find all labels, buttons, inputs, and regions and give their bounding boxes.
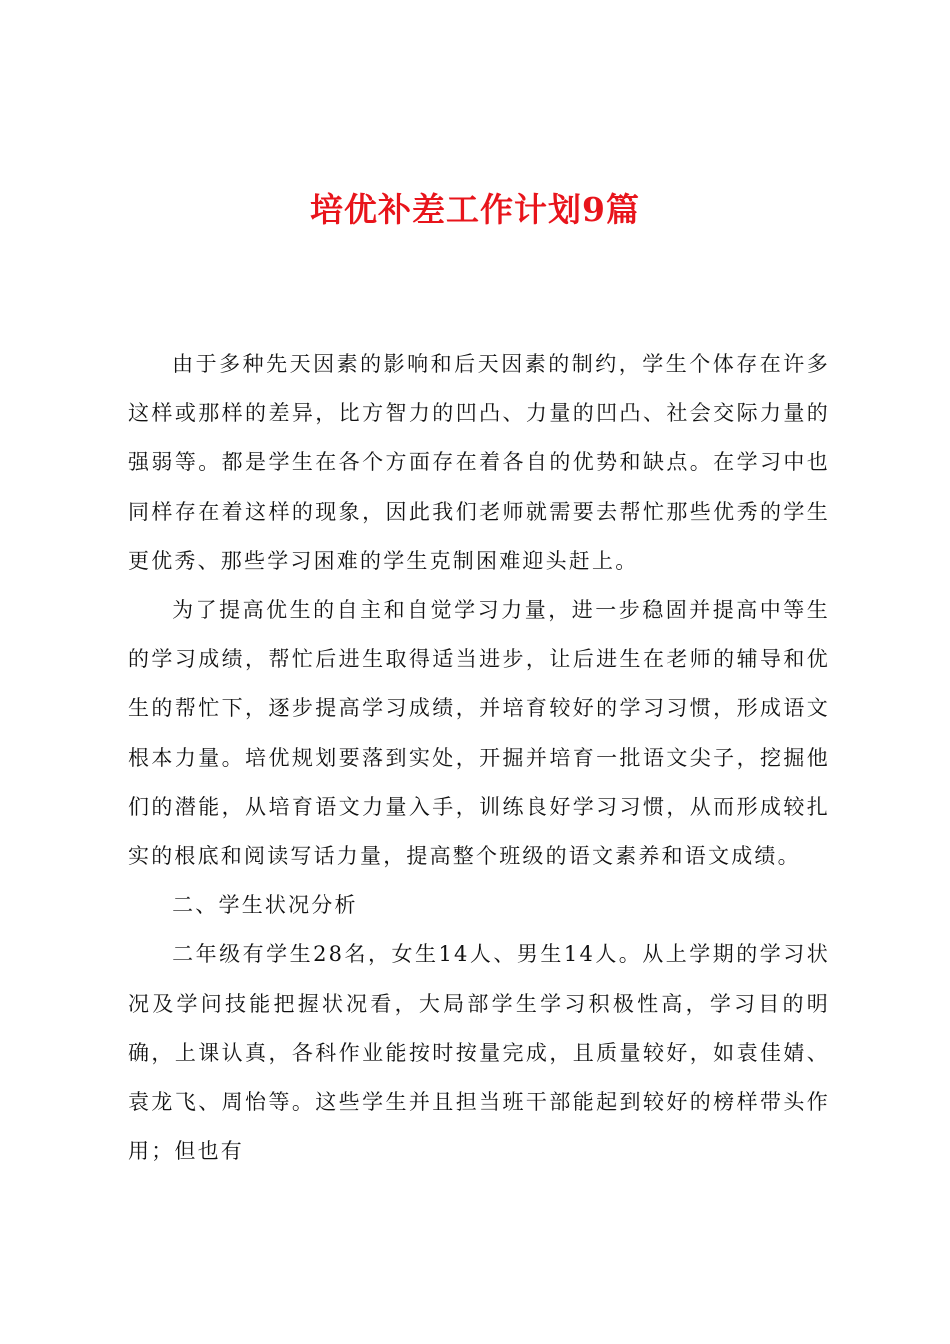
document-title: 培优补差工作计划9篇 bbox=[310, 190, 640, 229]
section-heading-student-analysis: 二、学生状况分析 bbox=[172, 893, 358, 918]
document-body bbox=[128, 340, 830, 1176]
paragraph-intro: 由于多种先天因素的影响和后天因素的制约，学生个体存在许多这样或那样的差异，比方智力的凹凸、力量的凹凸、社会交际力量的强弱等。都是学生在各个方面存在着各自的优势和缺点。在学习中也同样存在着这样的现象，因此我们老师就需要去帮忙那些优秀的学生更优秀、那些学习困难的学生克制困难迎头赶上。 bbox=[128, 352, 830, 573]
paragraph-student-analysis: 二年级有学生28名，女生14人、男生14人。从上学期的学习状况及学问技能把握状况看，大局部学生学习积极性高，学习目的明确，上课认真，各科作业能按时按量完成，且质量较好，如袁佳婧、袁龙飞、周怡等。这些学生并且担当班干部能起到较好的榜样带头作用；但也有 bbox=[128, 942, 830, 1164]
paragraph-goals: 为了提高优生的自主和自觉学习力量，进一步稳固并提高中等生的学习成绩，帮忙后进生取得适当进步，让后进生在老师的辅导和优生的帮忙下，逐步提高学习成绩，并培育较好的学习习惯，形成语文根本力量。培优规划要落到实处，开掘并培育一批语文尖子，挖掘他们的潜能，从培育语文力量入手，训练良好学习习惯，从而形成较扎实的根底和阅读写话力量，提高整个班级的语文素养和语文成绩。 bbox=[128, 598, 830, 869]
